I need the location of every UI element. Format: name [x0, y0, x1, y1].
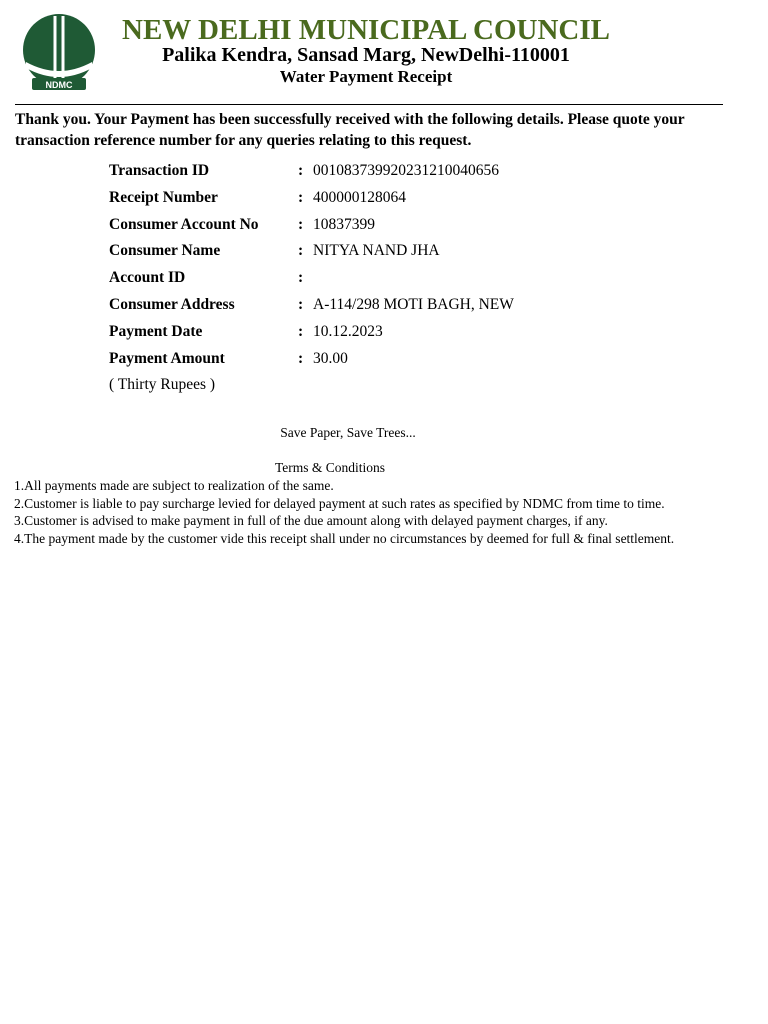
detail-colon: :: [298, 295, 304, 313]
terms-list: [14, 477, 729, 547]
detail-row-receipt-number: [109, 185, 669, 212]
detail-value: 400000128064: [313, 188, 406, 206]
detail-colon: :: [298, 322, 304, 340]
receipt-title: Water Payment Receipt: [279, 67, 453, 86]
intro-message: Thank you. Your Payment has been successfully received with the following details. Please quote your transaction reference number for any queries relating to this request.: [15, 111, 685, 149]
payment-details: [109, 158, 669, 372]
detail-row-payment-amount: [109, 346, 669, 373]
detail-colon: :: [298, 242, 304, 260]
detail-label: Receipt Number: [109, 188, 218, 206]
detail-row-payment-date: [109, 319, 669, 346]
detail-row-account-id: [109, 265, 669, 292]
detail-label: Payment Amount: [109, 349, 225, 367]
detail-row-consumer-account-no: [109, 212, 669, 239]
term-item: 2.Customer is liable to pay surcharge levied for delayed payment at such rates as specified by NDMC from time to time.: [14, 495, 665, 511]
detail-row-consumer-address: [109, 292, 669, 319]
detail-value: A-114/298 MOTI BAGH, NEW: [313, 295, 514, 313]
term-item: 3.Customer is advised to make payment in full of the due amount along with delayed payment charges, if any.: [14, 513, 608, 528]
detail-label: Consumer Address: [109, 295, 235, 313]
detail-value: 001083739920231210040656: [313, 162, 499, 179]
terms-title: Terms & Conditions: [274, 460, 386, 475]
org-name: NEW DELHI MUNICIPAL COUNCIL: [122, 14, 610, 46]
detail-row-consumer-name: [109, 238, 669, 265]
save-paper-note: Save Paper, Save Trees...: [280, 425, 416, 440]
detail-colon: :: [298, 349, 304, 367]
detail-label: Payment Date: [109, 322, 203, 340]
term-item: 4.The payment made by the customer vide this receipt shall under no circumstances by deemed for full & final settlement.: [14, 530, 675, 546]
org-address: Palika Kendra, Sansad Marg, NewDelhi-110001: [162, 44, 570, 66]
detail-label: Transaction ID: [109, 162, 210, 179]
logo-text: NDMC: [45, 80, 73, 90]
detail-value: 30.00: [313, 349, 348, 367]
detail-label: Consumer Name: [109, 242, 221, 260]
header-divider: [15, 104, 723, 105]
detail-colon: :: [298, 215, 304, 233]
detail-label: Account ID: [109, 269, 186, 287]
detail-value: NITYA NAND JHA: [313, 242, 440, 260]
detail-label: Consumer Account No: [109, 215, 259, 233]
detail-value: 10.12.2023: [313, 322, 383, 340]
detail-colon: :: [298, 188, 304, 206]
detail-colon: :: [298, 269, 304, 287]
detail-colon: :: [298, 162, 304, 179]
detail-row-transaction-id: [109, 158, 669, 185]
detail-value: 10837399: [313, 215, 375, 233]
term-item: 1.All payments made are subject to realization of the same.: [14, 478, 334, 493]
amount-in-words: ( Thirty Rupees ): [109, 376, 216, 393]
